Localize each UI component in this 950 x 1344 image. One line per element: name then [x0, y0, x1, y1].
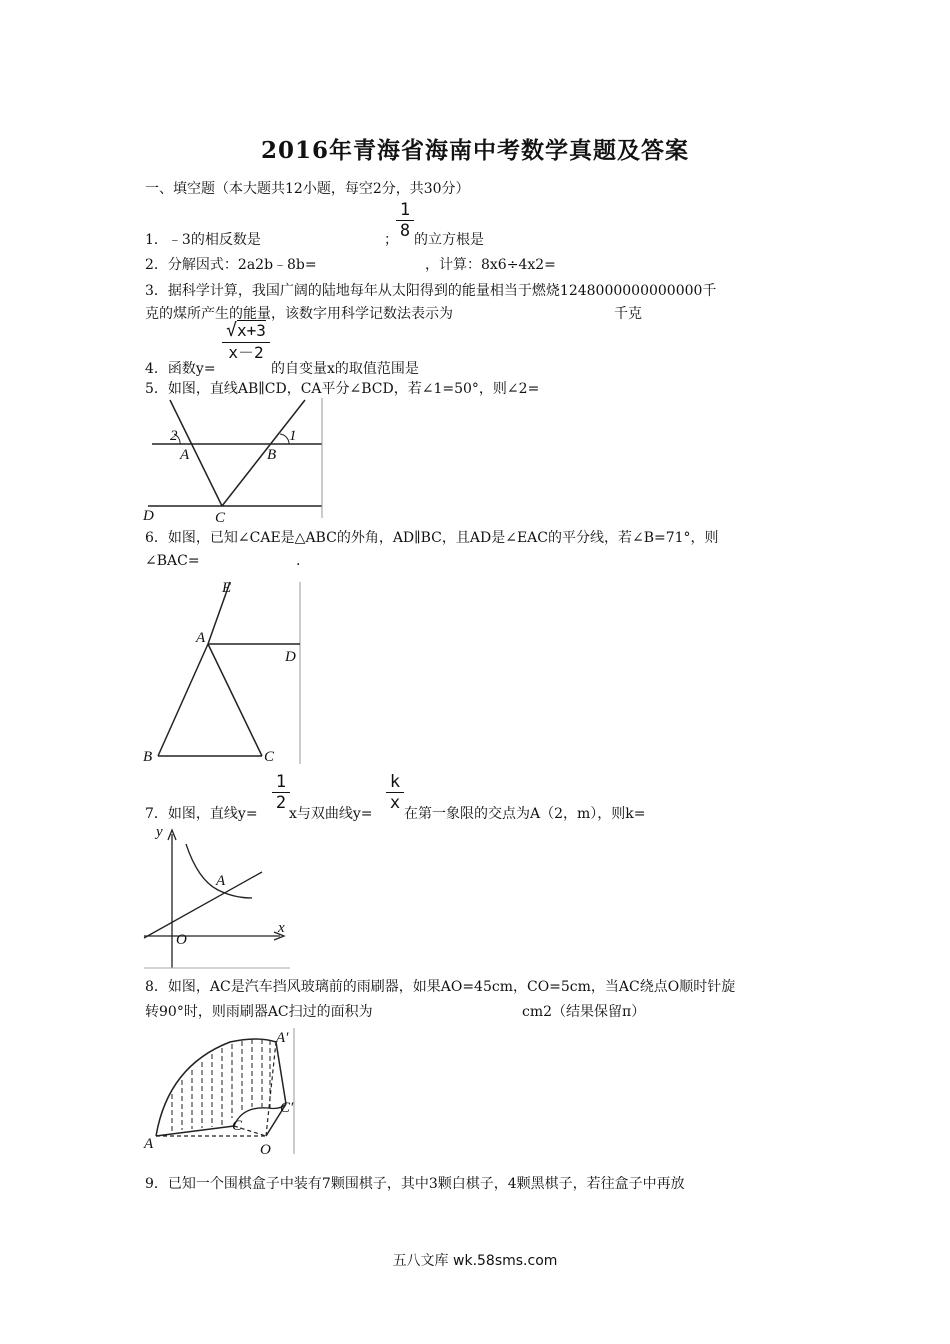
question-4-text-cont: 的自变量x的取值范围是: [271, 361, 419, 377]
fig8-label-c-prime: C′: [280, 1100, 294, 1116]
footer-watermark: 五八文库 wk.58sms.com: [392, 1253, 558, 1269]
fig8-label-a-prime: A′: [276, 1030, 289, 1046]
fraction-numerator: 1: [399, 200, 411, 220]
fig7-label-x: x: [278, 920, 285, 936]
question-7-fraction-1: [272, 773, 290, 812]
question-7-text-end: 在第一象限的交点为A（2，m），则k=: [404, 806, 646, 822]
fig6-label-b: B: [143, 749, 153, 765]
question-6-line-2: ∠BAC=: [145, 553, 200, 569]
fraction-numerator: k: [389, 772, 401, 792]
figure-8: [140, 1026, 300, 1156]
question-8-line-2-end: cm2（结果保留π）: [522, 1004, 646, 1020]
question-3-unit: 千克: [614, 306, 642, 322]
question-7-text-cont: x与双曲线y=: [289, 806, 373, 822]
question-6-line-2-end: .: [296, 553, 301, 569]
question-8-line-2: 转90°时，则雨刷器AC扫过的面积为: [145, 1004, 373, 1020]
fig8-label-c: C: [232, 1118, 243, 1134]
fig7-label-o: O: [176, 932, 187, 948]
figure-5: [140, 398, 330, 526]
sqrt-expression: √x+3: [226, 320, 266, 341]
section-heading: 一、填空题（本大题共12小题，每空2分，共30分）: [145, 181, 470, 197]
fig5-label-c: C: [215, 510, 226, 526]
fig8-label-a: A: [144, 1136, 154, 1152]
question-8-line-1: 8．如图，AC是汽车挡风玻璃前的雨刷器，如果AO=45cm，CO=5cm，当AC绕点O顺时针旋: [145, 979, 736, 995]
question-1-text-cont: 的立方根是: [414, 232, 484, 248]
question-4-fraction: [222, 322, 270, 362]
fig8-label-o: O: [260, 1142, 271, 1156]
fig6-label-c: C: [264, 749, 275, 765]
question-1-separator: ；: [384, 232, 398, 248]
question-3-line-1: 3．据科学计算，我国广阔的陆地每年从太阳得到的能量相当于燃烧1248000000000000千: [145, 283, 717, 299]
question-9-text: 9．已知一个围棋盒子中装有7颗围棋子，其中3颗白棋子，4颗黑棋子，若往盒子中再放: [145, 1176, 685, 1192]
question-4-text: 4．函数y=: [145, 361, 216, 377]
fig6-label-d: D: [285, 649, 296, 665]
fig5-label-2: 2: [170, 428, 178, 444]
fraction-denominator: x: [389, 793, 401, 813]
question-7-text: 7．如图，直线y=: [145, 806, 258, 822]
fraction-denominator: x－2: [228, 343, 264, 362]
question-1-fraction: [396, 201, 414, 240]
page-title: 2016年青海省海南中考数学真题及答案: [260, 137, 689, 164]
question-5-text: 5．如图，直线AB∥CD，CA平分∠BCD，若∠1=50°，则∠2=: [145, 381, 540, 397]
figure-7: [140, 822, 300, 972]
fig5-label-a: A: [180, 447, 190, 463]
question-2-text-cont: ，计算：8x6÷4x2=: [425, 257, 556, 273]
fig5-label-d: D: [143, 508, 154, 524]
question-6-line-1: 6．如图，已知∠CAE是△ABC的外角，AD∥BC，且AD是∠EAC的平分线，若∠B=71°，则: [145, 530, 719, 546]
fraction-denominator: 8: [399, 221, 411, 241]
question-3-line-2: 克的煤所产生的能量，该数字用科学记数法表示为: [145, 306, 453, 322]
fig6-label-e: E: [222, 580, 232, 596]
fig7-label-a: A: [216, 873, 226, 889]
figure-6: [140, 578, 310, 768]
fraction-numerator: 1: [275, 772, 287, 792]
fig6-label-a: A: [196, 630, 206, 646]
fig7-label-y: y: [156, 824, 163, 840]
question-1-text: 1．﹣3的相反数是: [145, 232, 261, 248]
question-2-text: 2．分解因式：2a2b﹣8b=: [145, 257, 317, 273]
sqrt-radicand: x+3: [236, 321, 266, 340]
fraction-denominator: 2: [275, 793, 287, 813]
fig5-label-1: 1: [289, 428, 297, 444]
question-7-fraction-2: [386, 773, 404, 812]
fig5-label-b: B: [267, 447, 277, 463]
